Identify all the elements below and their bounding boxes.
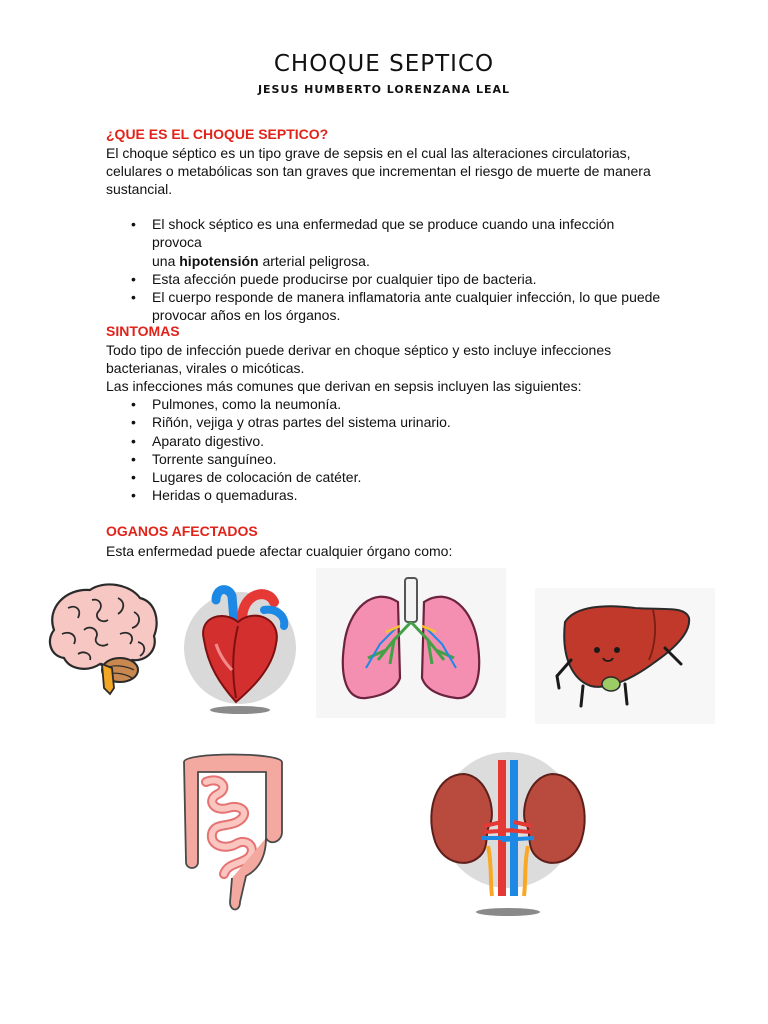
bullet-text: una xyxy=(152,252,180,269)
list-item xyxy=(106,215,666,270)
bullet-text: El shock séptico es una enfermedad que se produce cuando una infección provoca xyxy=(152,216,615,251)
document-title: CHOQUE SEPTICO xyxy=(273,51,495,77)
intestines-image xyxy=(170,742,296,918)
intro-paragraph xyxy=(106,144,666,198)
kidneys-image xyxy=(418,746,598,918)
list-item: • Riñón, vejiga y otras partes del sistema urinario. xyxy=(106,413,666,431)
list-item: • Pulmones, como la neumonía. xyxy=(106,395,666,413)
list-item: • Torrente sanguíneo. xyxy=(106,450,666,468)
heart-image xyxy=(176,580,304,720)
list-item xyxy=(106,288,666,325)
paragraph-line: Las infecciones más comunes que derivan en sepsis incluyen las siguientes: xyxy=(106,378,582,394)
brain-image xyxy=(38,578,162,698)
author-name: JESUS HUMBERTO LORENZANA LEAL xyxy=(257,83,511,96)
infection-bullet-list xyxy=(106,395,666,505)
lungs-image xyxy=(316,568,506,718)
bold-term: hipotensión xyxy=(179,252,259,269)
list-item: • Aparato digestivo. xyxy=(106,432,666,450)
liver-image xyxy=(535,588,715,724)
definition-bullet-list xyxy=(106,215,666,325)
section-heading-organs: OGANOS AFECTADOS xyxy=(106,523,258,539)
intro-line: celulares o metabólicas son tan graves que incrementan el riesgo de muerte de manera xyxy=(106,163,651,179)
intro-line: El choque séptico es un tipo grave de sepsis en el cual las alteraciones circulatorias, xyxy=(106,145,631,161)
paragraph-line: bacterianas, virales o micóticas. xyxy=(106,360,305,376)
intro-line: sustancial. xyxy=(106,181,173,197)
list-item: • Esta afección puede producirse por cualquier tipo de bacteria. xyxy=(106,270,666,288)
list-item: • Lugares de colocación de catéter. xyxy=(106,468,666,486)
section-heading-symptoms: SINTOMAS xyxy=(106,323,180,339)
bullet-text: arterial peligrosa. xyxy=(258,252,370,269)
symptoms-paragraph xyxy=(106,341,666,395)
organs-intro-text: Esta enfermedad puede afectar cualquier órgano como: xyxy=(106,543,453,559)
bullet-text: provocar años en los órganos. xyxy=(152,307,341,324)
list-item: • Heridas o quemaduras. xyxy=(106,486,666,504)
bullet-text: El cuerpo responde de manera inflamatoria ante cualquier infección, lo que puede xyxy=(152,289,661,306)
paragraph-line: Todo tipo de infección puede derivar en choque séptico y esto incluye infecciones xyxy=(106,342,612,358)
section-heading-what-is: ¿QUE ES EL CHOQUE SEPTICO? xyxy=(106,126,329,142)
